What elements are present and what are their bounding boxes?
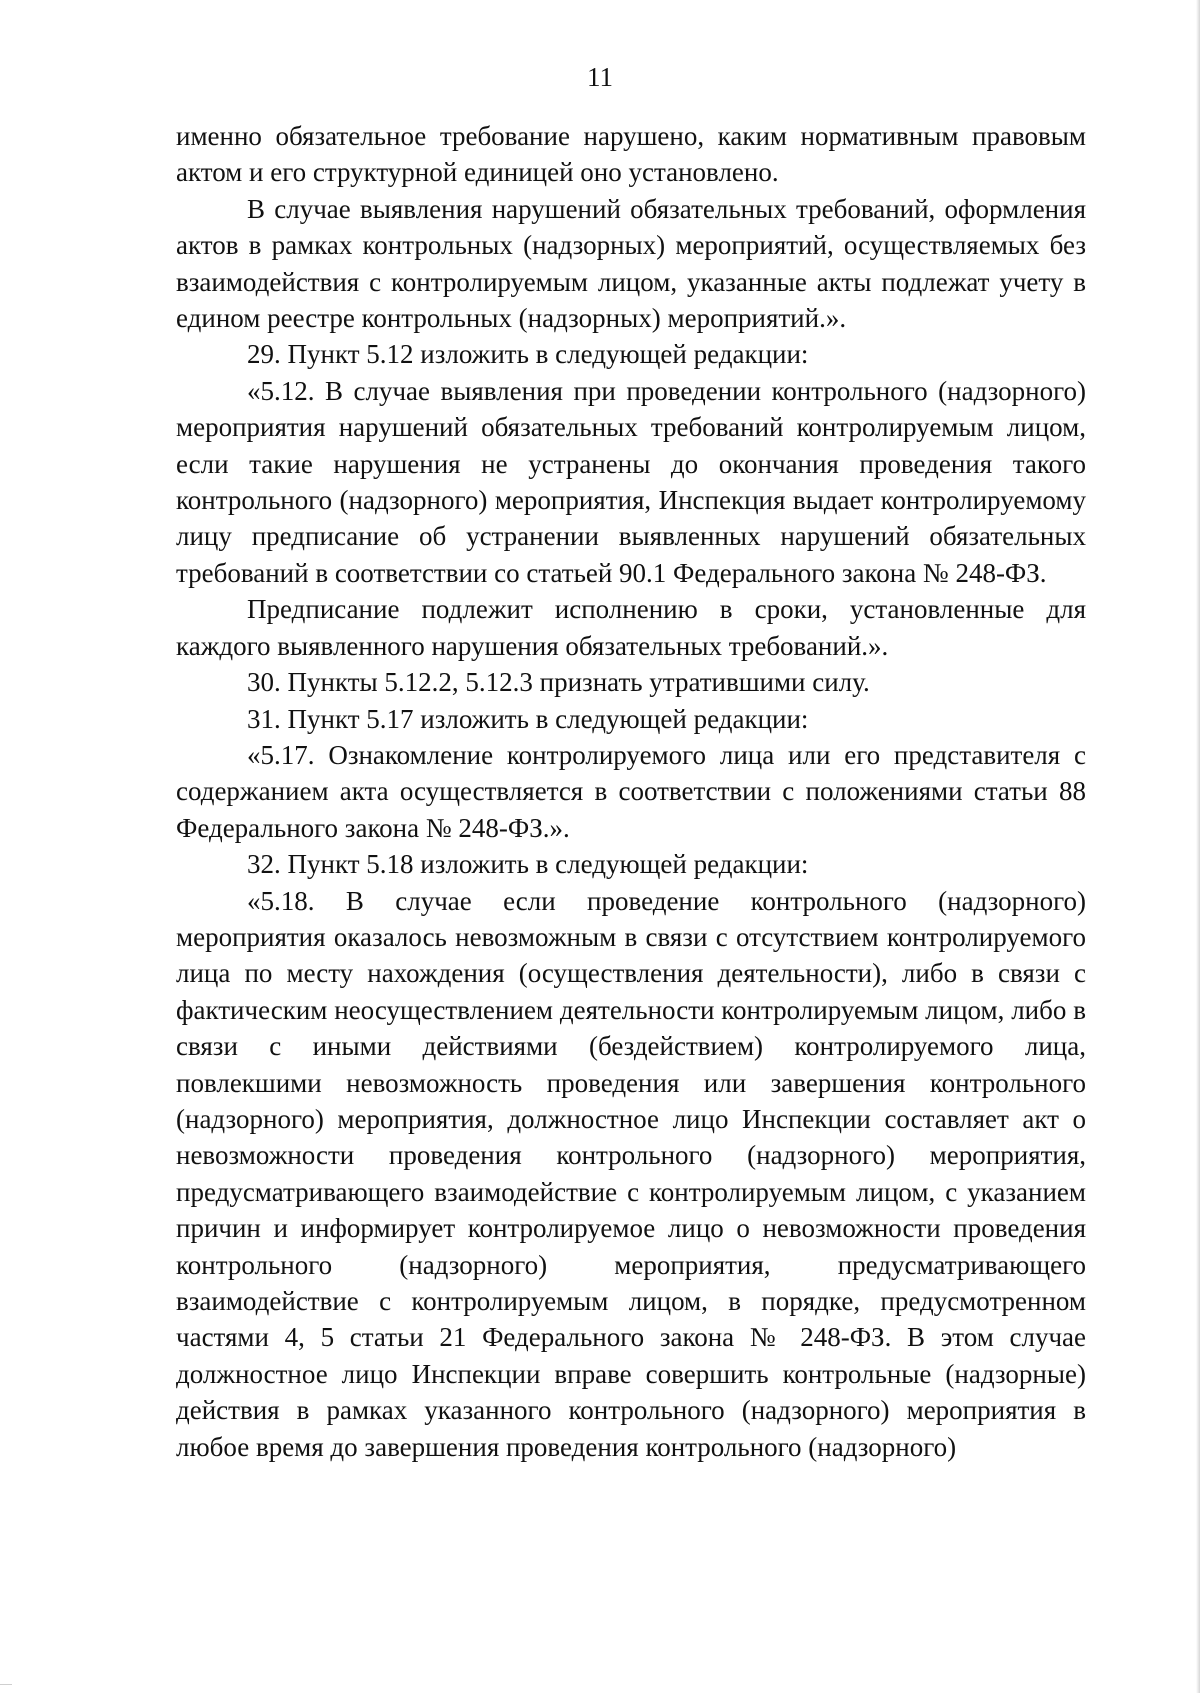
scan-corner-mark [0,1684,12,1685]
paragraph-item-32: 32. Пункт 5.18 изложить в следующей редакции: [247,849,809,880]
paragraph-prescription: Предписание подлежит исполнению в сроки, установленные для каждого выявленного нарушения обязательных требований.». [176,594,1086,661]
paragraph-item-29: 29. Пункт 5.12 изложить в следующей редакции: [247,339,809,370]
paragraph-continuation: именно обязательное требование нарушено, каким нормативным правовым актом и его структурной единицей оно установлено. [176,121,1086,188]
scan-edge-shadow [1196,0,1200,1693]
paragraph-clause-5-12: «5.12. В случае выявления при проведении контрольного (надзорного) мероприятия нарушений обязательных требований контролируемым лицом, если такие нарушения не устранены до окончания проведения такого контрольного (надзорного) мероприятия, Инспекция выдает контролируемому лицу предписание об устранении выявленных нарушений обязательных требований в соответствии со статьей 90.1 Федерального закона № 248-ФЗ. [176,375,1086,588]
paragraph-item-30: 30. Пункты 5.12.2, 5.12.3 признать утратившими силу. [247,667,870,698]
document-body [176,118,1086,1465]
page-number: 11 [587,62,613,92]
paragraph-registry-note: В случае выявления нарушений обязательных требований, оформления актов в рамках контрольных (надзорных) мероприятий, осуществляемых без взаимодействия с контролируемым лицом, указанные акты подлежат учету в едином реестре контрольных (надзорных) мероприятий.». [176,193,1086,334]
paragraph-item-31: 31. Пункт 5.17 изложить в следующей редакции: [247,703,809,734]
paragraph-clause-5-17: «5.17. Ознакомление контролируемого лица или его представителя с содержанием акта осуществляется в соответствии с положениями статьи 88 Федерального закона № 248-ФЗ.». [176,739,1086,843]
paragraph-clause-5-18: «5.18. В случае если проведение контрольного (надзорного) мероприятия оказалось невозможным в связи с отсутствием контролируемого лица по месту нахождения (осуществления деятельности), либо в связи с фактическим неосуществлением деятельности контролируемым лицом, либо в связи с иными действиями (бездействием) контролируемого лица, повлекшими невозможность проведения или завершения контрольного (надзорного) мероприятия, должностное лицо Инспекции составляет акт о невозможности проведения контрольного (надзорного) мероприятия, предусматривающего взаимодействие с контролируемым лицом, с указанием причин и информирует контролируемое лицо о невозможности проведения контрольного (надзорного) мероприятия, предусматривающего взаимодействие с контролируемым лицом, в порядке, предусмотренном частями 4, 5 статьи 21 Федерального закона № 248-ФЗ. В этом случае должностное лицо Инспекции вправе совершить контрольные (надзорные) действия в рамках указанного контрольного (надзорного) мероприятия в любое время до завершения проведения контрольного (надзорного) [176,885,1086,1462]
